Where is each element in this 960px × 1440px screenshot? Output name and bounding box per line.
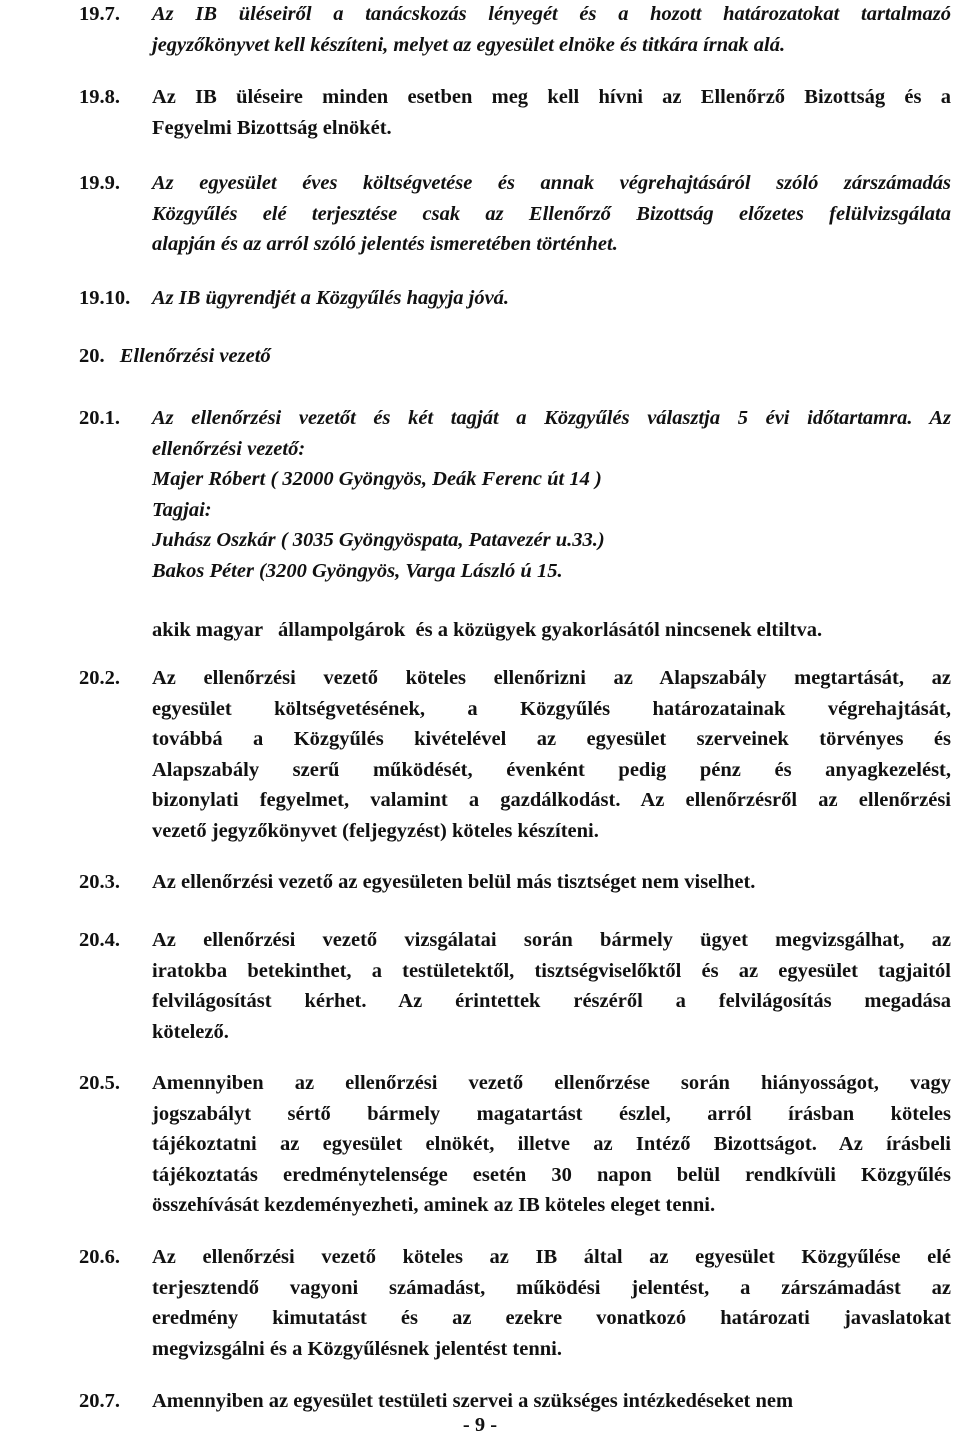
paragraph-number: 20.4. xyxy=(79,929,120,951)
text-line: Közgyűlés elé terjesztése csak az Ellenőrző Bizottság előzetes felülvizsgálata xyxy=(152,202,951,225)
text-line: Az IB üléseire minden esetben meg kell hívni az Ellenőrző Bizottság és a xyxy=(152,86,951,108)
text-line: továbbá a Közgyűlés kivételével az egyesület szerveinek törvényes és xyxy=(152,728,951,750)
text-line: tájékoztatás eredménytelensége esetén 30 napon belül rendkívüli Közgyűlés xyxy=(152,1163,951,1186)
section-number: 20. xyxy=(79,345,105,367)
text-line: Az ellenőrzési vezető köteles ellenőrizni az Alapszabály megtartását, az xyxy=(152,667,951,689)
text-line: Amennyiben az egyesület testületi szervei a szükséges intézkedéseket nem xyxy=(152,1390,794,1412)
text-line: Fegyelmi Bizottság elnökét. xyxy=(152,116,392,139)
text-line: megvizsgálni és a Közgyűlésnek jelentést tenni. xyxy=(152,1337,562,1360)
paragraph-19-8 xyxy=(79,82,951,143)
text-line: Amennyiben az ellenőrzési vezető ellenőrzése során hiányosságot, vagy xyxy=(152,1072,951,1094)
paragraph-number: 20.7. xyxy=(79,1390,120,1412)
text-line: Majer Róbert ( 32000 Gyöngyös, Deák Ferenc út 14 ) xyxy=(152,468,602,490)
text-line: jegyzőkönyvet kell készíteni, melyet az egyesület elnöke és titkára írnak alá. xyxy=(152,33,786,56)
text-line: vezető jegyzőkönyvet (feljegyzést) köteles készíteni. xyxy=(152,819,599,842)
paragraph-number: 19.9. xyxy=(79,172,120,194)
text-line: Az egyesület éves költségvetése és annak végrehajtásáról szóló zárszámadás xyxy=(152,172,951,194)
paragraph-number: 20.1. xyxy=(79,407,120,429)
paragraph-number: 19.8. xyxy=(79,86,120,108)
text-line: jogszabályt sértő bármely magatartást észlel, arról írásban köteles xyxy=(152,1102,951,1125)
text-line: felvilágosítást kérhet. Az érintettek részéről a felvilágosítás megadása xyxy=(152,990,951,1012)
paragraph-19-10 xyxy=(79,283,951,314)
text-line: eredmény kimutatást és az ezekre vonatkozó határozati javaslatokat xyxy=(152,1307,951,1329)
section-heading-20 xyxy=(79,341,271,372)
text-line: terjesztendő vagyoni számadást, működési jelentést, a zárszámadást az xyxy=(152,1276,951,1299)
paragraph-number: 19.10. xyxy=(79,287,131,309)
text-line: Az ellenőrzési vezető az egyesületen belül más tisztséget nem viselhet. xyxy=(152,871,756,893)
text-line: tájékoztatni az egyesület elnökét, illetve az Intéző Bizottságot. Az írásbeli xyxy=(152,1133,951,1155)
paragraph-number: 19.7. xyxy=(79,3,120,25)
text-line: Az ellenőrzési vezető köteles az IB által az egyesület Közgyűlése elé xyxy=(152,1246,951,1268)
text-line: kötelező. xyxy=(152,1020,229,1043)
paragraph-19-9 xyxy=(79,168,951,260)
text-line: Alapszabály szerű működését, évenként pedig pénz és anyagkezelést, xyxy=(152,758,951,781)
section-title: Ellenőrzési vezető xyxy=(119,345,271,367)
text-line: Az IB ügyrendjét a Közgyűlés hagyja jóvá. xyxy=(152,287,510,309)
paragraph-20-6 xyxy=(79,1242,951,1364)
paragraph-number: 20.5. xyxy=(79,1072,120,1094)
paragraph-number: 20.6. xyxy=(79,1246,120,1268)
paragraph-20-1 xyxy=(79,403,951,646)
text-line: alapján és az arról szóló jelentés ismeretében történhet. xyxy=(152,233,618,255)
text-line: Az IB üléseiről a tanácskozás lényegét és a hozott határozatokat tartalmazó xyxy=(152,3,951,25)
text-line: iratokba betekinthet, a testületektől, tisztségviselőktől és az egyesület tagjaitól xyxy=(152,959,951,982)
text-line: bizonylati fegyelmet, valamint a gazdálkodást. Az ellenőrzésről az ellenőrzési xyxy=(152,789,951,811)
text-line: akik magyar állampolgárok és a közügyek gyakorlásától nincsenek eltiltva. xyxy=(152,619,823,641)
page-number: - 9 - xyxy=(462,1414,498,1436)
text-line: Az ellenőrzési vezető vizsgálatai során bármely ügyet megvizsgálhat, az xyxy=(152,929,951,951)
text-line: Tagjai: xyxy=(152,498,212,521)
text-line: ellenőrzési vezető: xyxy=(152,437,306,460)
text-line: Juhász Oszkár ( 3035 Gyöngyöspata, Patavezér u.33.) xyxy=(152,529,605,551)
text-line: Az ellenőrzési vezetőt és két tagját a Közgyűlés választja 5 évi időtartamra. Az xyxy=(152,407,951,429)
paragraph-19-7 xyxy=(79,0,951,60)
paragraph-20-5 xyxy=(79,1068,951,1221)
text-line: összehívását kezdeményezheti, aminek az IB köteles eleget tenni. xyxy=(152,1194,716,1216)
text-line: egyesület költségvetésének, a Közgyűlés határozatainak végrehajtását, xyxy=(152,697,951,720)
paragraph-20-4 xyxy=(79,925,951,1047)
paragraph-number: 20.3. xyxy=(79,871,120,893)
paragraph-number: 20.2. xyxy=(79,667,120,689)
text-line: Bakos Péter (3200 Gyöngyös, Varga László ú 15. xyxy=(152,559,563,582)
paragraph-20-2 xyxy=(79,663,951,846)
paragraph-20-3 xyxy=(79,867,951,898)
